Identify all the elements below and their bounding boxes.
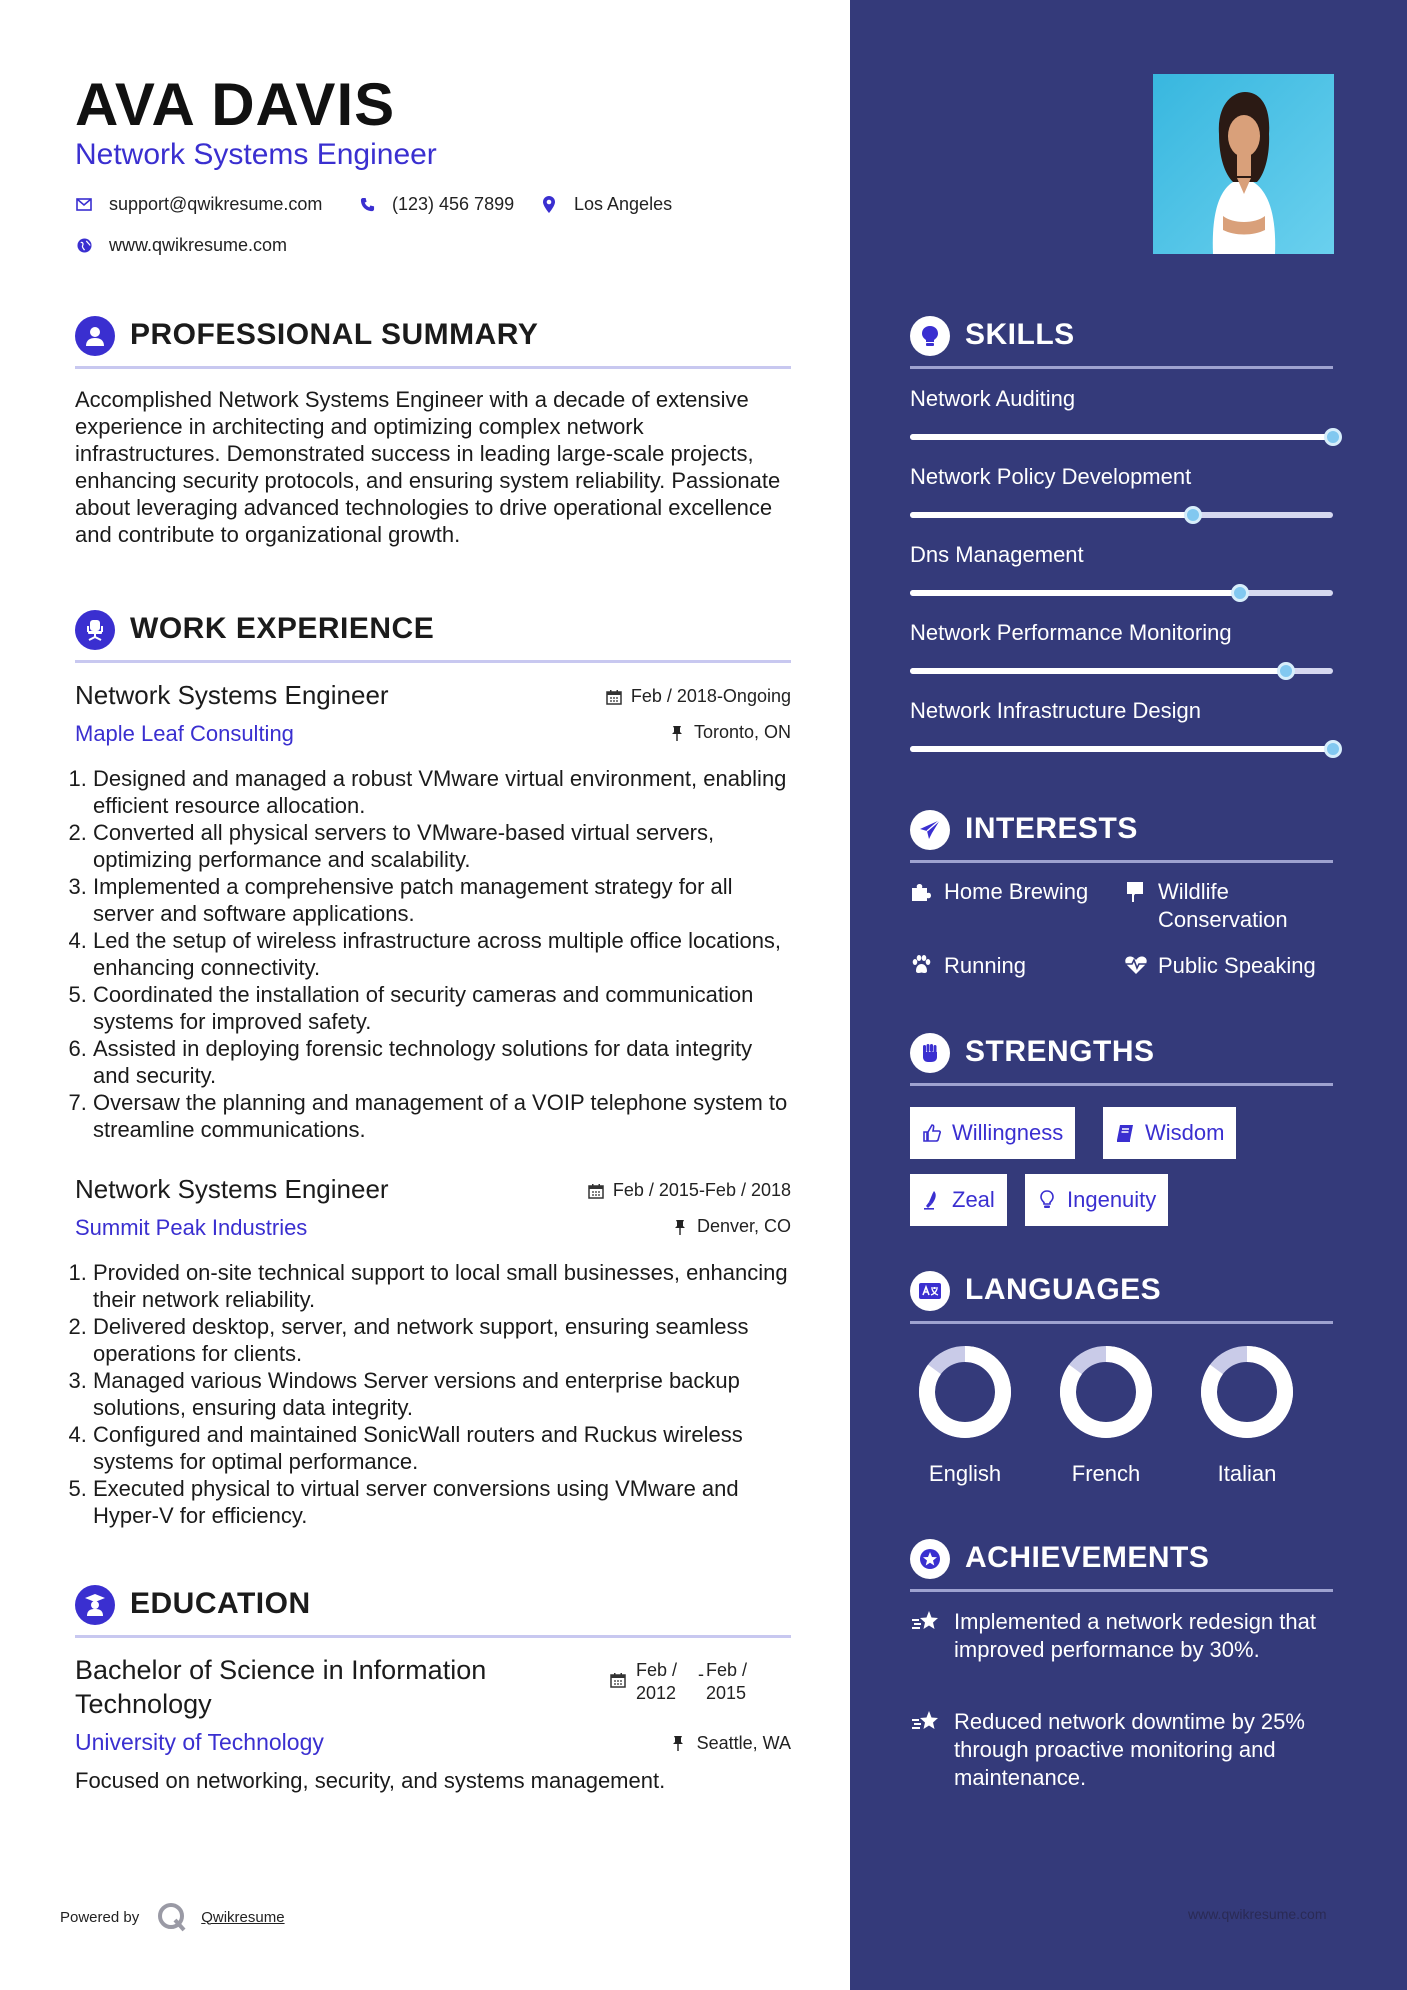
job-date	[605, 686, 791, 707]
strength-label: Ingenuity	[1067, 1187, 1157, 1212]
skill-item	[910, 386, 1343, 440]
skills-divider	[910, 366, 1333, 369]
flag-icon	[1124, 880, 1148, 904]
language-ring	[1199, 1344, 1295, 1440]
skill-bar-fill	[910, 590, 1240, 596]
calendar-icon	[605, 688, 623, 706]
job-entry-2	[75, 1174, 791, 1529]
education-start	[636, 1659, 696, 1705]
contact-location	[540, 194, 672, 215]
strengths-heading-text: STRENGTHS	[965, 1035, 1155, 1068]
job-date	[587, 1180, 791, 1201]
job-entry-1	[75, 680, 791, 1143]
skill-name: Dns Management	[910, 542, 1084, 567]
job-date-text: Feb / 2018-Ongoing	[630, 686, 791, 706]
skill-bar	[910, 590, 1333, 596]
strength-tag	[1025, 1174, 1168, 1226]
phone-text: (123) 456 7899	[392, 194, 515, 214]
job-bullets	[67, 765, 791, 1143]
candidate-name: AVA DAVIS	[75, 71, 396, 138]
list-item: 3. Implemented a comprehensive patch management strategy for all server and software applications.	[93, 873, 791, 927]
pushpin-icon	[671, 1218, 689, 1236]
calendar-icon	[587, 1182, 605, 1200]
skill-item	[910, 542, 1343, 596]
list-item: 5. Coordinated the installation of security cameras and communication systems for improved safety.	[93, 981, 791, 1035]
strength-tag	[910, 1107, 1075, 1159]
profile-photo	[1153, 74, 1334, 254]
footer-url[interactable]: www.qwikresume.com	[1188, 1906, 1327, 1922]
school-name: University of Technology	[75, 1729, 324, 1755]
interest-item	[910, 952, 1026, 980]
end-year: 2015	[706, 1683, 747, 1703]
summary-divider	[75, 366, 791, 369]
qwikresume-link[interactable]: Qwikresume	[201, 1908, 285, 1926]
summary-heading-text: PROFESSIONAL SUMMARY	[130, 318, 539, 351]
office-chair-icon	[75, 610, 115, 650]
contact-website[interactable]	[75, 235, 287, 256]
paw-icon	[910, 954, 934, 978]
interests-divider	[910, 860, 1333, 863]
email-text: support@qwikresume.com	[109, 194, 323, 214]
end-month: Feb /	[706, 1660, 748, 1680]
shooting-star-icon	[910, 1608, 942, 1636]
experience-heading-text: WORK EXPERIENCE	[130, 612, 435, 645]
language-item	[1056, 1344, 1156, 1487]
education-heading	[75, 1581, 791, 1629]
list-item: 6. Assisted in deploying forensic technology solutions for data integrity and security.	[93, 1035, 791, 1089]
skill-name: Network Infrastructure Design	[910, 698, 1201, 723]
list-item: 3. Managed various Windows Server versions and enterprise backup solutions, ensuring data integrity.	[93, 1367, 791, 1421]
contact-phone[interactable]	[358, 194, 514, 215]
puzzle-icon	[910, 880, 934, 904]
strength-tag	[1103, 1107, 1236, 1159]
summary-text: Accomplished Network Systems Engineer with a decade of extensive experience in architecting and optimizing complex network infrastructures. Demonstrated success in leading large-scale projects, enhancing security protocols, and ensuring system reliability. Passionate about leveraging advanced technologies to drive operational excellence and contribute to organizational growth.	[75, 387, 781, 547]
achievement-text: Reduced network downtime by 25% through proactive monitoring and maintenance.	[954, 1709, 1305, 1790]
skill-bar	[910, 746, 1333, 752]
job-date-text: Feb / 2015-Feb / 2018	[612, 1180, 791, 1200]
languages-divider	[910, 1321, 1333, 1324]
interests-heading	[910, 806, 1333, 854]
skill-item	[910, 620, 1343, 674]
education-divider	[75, 1635, 791, 1638]
job-location-text: Denver, CO	[696, 1216, 791, 1236]
sidebar	[850, 0, 1407, 1990]
job-title: Network Systems Engineer	[75, 1174, 389, 1204]
user-icon	[75, 316, 115, 356]
experience-divider	[75, 660, 791, 663]
strengths-heading	[910, 1029, 1333, 1077]
skill-bar-fill	[910, 746, 1333, 752]
list-item: 1. Designed and managed a robust VMware virtual environment, enabling efficient resource allocation.	[93, 765, 791, 819]
language-item	[915, 1344, 1015, 1487]
translate-icon	[910, 1271, 950, 1311]
education-location-text: Seattle, WA	[696, 1733, 791, 1753]
strength-label: Zeal	[952, 1187, 995, 1212]
list-item: 4. Led the setup of wireless infrastructure across multiple office locations, enhancing connectivity.	[93, 927, 791, 981]
achievement-text: Implemented a network redesign that improved performance by 30%.	[954, 1609, 1316, 1662]
language-ring	[917, 1344, 1013, 1440]
skill-item	[910, 698, 1343, 752]
pen-icon	[922, 1190, 942, 1210]
education-description: Focused on networking, security, and systems management.	[75, 1768, 666, 1793]
skill-name: Network Auditing	[910, 386, 1076, 411]
contact-email[interactable]	[75, 194, 322, 215]
lightbulb-icon	[1037, 1190, 1057, 1210]
pushpin-icon	[671, 1735, 689, 1753]
list-item: 7. Oversaw the planning and management of a VOIP telephone system to streamline communications.	[93, 1089, 791, 1143]
skill-bar-fill	[910, 434, 1333, 440]
interest-item	[1124, 878, 1334, 934]
website-text: www.qwikresume.com	[109, 235, 288, 255]
education-location	[671, 1733, 791, 1754]
star-badge-icon	[910, 1539, 950, 1579]
skills-heading	[910, 312, 1333, 360]
job-company: Summit Peak Industries	[75, 1215, 308, 1240]
language-item	[1197, 1344, 1297, 1487]
interest-label: Running	[944, 953, 1026, 978]
skill-item	[910, 464, 1343, 518]
achievements-heading-text: ACHIEVEMENTS	[965, 1541, 1210, 1574]
map-pin-icon	[540, 196, 558, 214]
heartbeat-icon	[1124, 954, 1148, 978]
job-location	[671, 1216, 791, 1237]
interest-item	[910, 878, 1088, 906]
education-entry	[75, 1653, 791, 1794]
thumbs-up-icon	[922, 1123, 942, 1143]
skill-bar	[910, 668, 1333, 674]
job-bullets	[67, 1259, 791, 1529]
job-location	[668, 722, 791, 743]
shooting-star-icon	[910, 1708, 942, 1736]
achievements-heading	[910, 1535, 1333, 1583]
fist-icon	[910, 1033, 950, 1073]
strength-tag	[910, 1174, 1007, 1226]
skill-bar	[910, 434, 1333, 440]
strength-label: Wisdom	[1145, 1120, 1225, 1145]
skill-bar-knob	[1324, 428, 1342, 446]
languages-heading	[910, 1267, 1333, 1315]
language-ring	[1058, 1344, 1154, 1440]
job-title: Network Systems Engineer	[75, 680, 389, 710]
graduate-icon	[75, 1585, 115, 1625]
location-text: Los Angeles	[574, 194, 673, 214]
strengths-divider	[910, 1083, 1333, 1086]
interest-label: Wildlife Conservation	[1158, 879, 1288, 932]
globe-icon	[75, 237, 93, 255]
list-item: 2. Delivered desktop, server, and network support, ensuring seamless operations for clients.	[93, 1313, 791, 1367]
lightbulb-icon	[910, 316, 950, 356]
interest-label: Home Brewing	[944, 879, 1089, 904]
start-year: 2012	[636, 1683, 677, 1703]
language-name: Italian	[1217, 1461, 1277, 1486]
candidate-title: Network Systems Engineer	[75, 138, 437, 171]
achievements-divider	[910, 1589, 1333, 1592]
qwikresume-logo-icon	[157, 1902, 187, 1932]
skill-bar-fill	[910, 512, 1193, 518]
skill-bar	[910, 512, 1333, 518]
education-end	[706, 1659, 766, 1705]
strength-label: Willingness	[952, 1120, 1064, 1145]
list-item: 2. Converted all physical servers to VMware-based virtual servers, optimizing performance and scalability.	[93, 819, 791, 873]
list-item: 4. Configured and maintained SonicWall routers and Ruckus wireless systems for optimal performance.	[93, 1421, 791, 1475]
job-company: Maple Leaf Consulting	[75, 721, 294, 746]
date-separator: -	[698, 1664, 704, 1684]
education-heading-text: EDUCATION	[130, 1587, 311, 1620]
achievement-item	[910, 1608, 1333, 1664]
language-name: English	[928, 1461, 1002, 1486]
achievement-item	[910, 1708, 1333, 1792]
summary-heading	[75, 312, 791, 360]
paper-plane-icon	[910, 810, 950, 850]
experience-heading	[75, 606, 791, 654]
skills-heading-text: SKILLS	[965, 318, 1075, 351]
interest-item	[1124, 952, 1316, 980]
skill-bar-knob	[1324, 740, 1342, 758]
education-date	[610, 1659, 766, 1705]
job-location-text: Toronto, ON	[693, 722, 791, 742]
envelope-icon	[75, 196, 93, 214]
pushpin-icon	[668, 724, 686, 742]
languages-heading-text: LANGUAGES	[965, 1273, 1162, 1306]
degree-title: Bachelor of Science in Information Technology	[75, 1655, 487, 1719]
skill-name: Network Policy Development	[910, 464, 1192, 489]
skill-bar-knob	[1231, 584, 1249, 602]
list-item: 5. Executed physical to virtual server conversions using VMware and Hyper-V for efficiency.	[93, 1475, 791, 1529]
language-name: French	[1071, 1461, 1141, 1486]
powered-by-text: Powered by	[60, 1908, 140, 1926]
skill-name: Network Performance Monitoring	[910, 620, 1232, 645]
list-item: 1. Provided on-site technical support to local small businesses, enhancing their network reliability.	[93, 1259, 791, 1313]
interest-label: Public Speaking	[1158, 953, 1316, 978]
start-month: Feb /	[636, 1660, 678, 1680]
skill-bar-fill	[910, 668, 1286, 674]
book-icon	[1115, 1123, 1135, 1143]
interests-heading-text: INTERESTS	[965, 812, 1138, 845]
phone-icon	[358, 196, 376, 214]
calendar-icon	[610, 1671, 628, 1689]
footer-powered-by	[60, 1902, 285, 1932]
